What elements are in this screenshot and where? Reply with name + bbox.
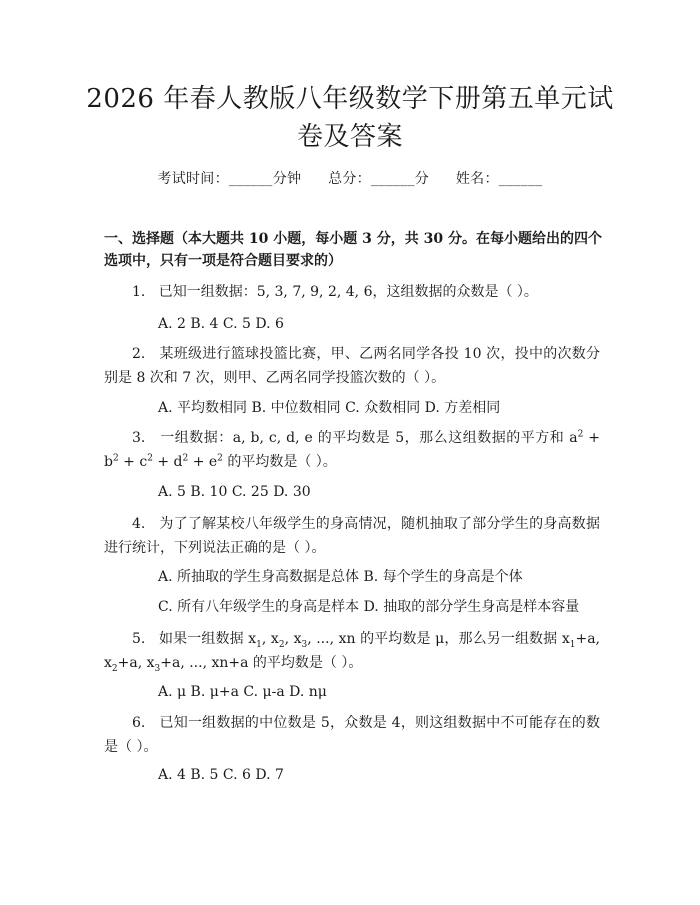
superscript: 2 — [217, 453, 223, 464]
time-blank: ______ — [228, 171, 273, 187]
superscript: 2 — [577, 429, 584, 440]
subscript: 1 — [569, 639, 576, 650]
question-1 — [104, 280, 600, 304]
subscript: 2 — [111, 663, 118, 674]
question-text-g: +a, ..., xn+a 的平均数是（ ）。 — [160, 655, 363, 671]
question-text: 已知一组数据：5, 3, 7, 9, 2, 4, 6，这组数据的众数是（ ）。 — [158, 284, 538, 300]
question-text-a: 如果一组数据 x — [159, 631, 257, 647]
time-unit: 分钟 — [272, 171, 302, 187]
question-4-options-line-2: C. 所有八年级学生的身高是样本 D. 抽取的部分学生身高是样本容量 — [158, 599, 580, 615]
question-number: 3. — [132, 430, 146, 446]
question-5-options: A. μ B. μ+a C. μ-a D. nμ — [158, 684, 327, 700]
name-blank: ______ — [498, 171, 543, 187]
time-label: 考试时间： — [157, 171, 229, 187]
question-text: 已知一组数据的中位数是 5，众数是 4，则这组数据中不可能存在的数是（ ）。 — [104, 715, 600, 755]
question-text-f: +a, x — [117, 655, 155, 671]
superscript: 2 — [147, 453, 153, 464]
score-unit: 分 — [414, 171, 430, 187]
subscript: 3 — [301, 639, 308, 650]
question-text-d: , ..., xn 的平均数是 μ，那么另一组数据 x — [307, 631, 570, 647]
exam-info — [0, 168, 700, 188]
superscript: 2 — [112, 453, 119, 464]
question-text: 某班级进行篮球投篮比赛，甲、乙两名同学各投 10 次，投中的次数分别是 8 次和 7 次，则甲、乙两名同学投篮次数的（ ）。 — [104, 346, 600, 386]
question-6-options: A. 4 B. 5 C. 6 D. 7 — [158, 767, 284, 783]
question-2 — [104, 342, 600, 390]
question-text-c: , x — [284, 631, 302, 647]
question-3 — [104, 426, 600, 474]
score-blank: ______ — [370, 171, 415, 187]
question-text-f: 的平均数是（ ）。 — [222, 454, 337, 470]
score-label: 总分： — [328, 171, 371, 187]
question-4-options-line-1: A. 所抽取的学生身高数据是总体 B. 每个学生的身高是个体 — [158, 569, 523, 585]
question-3-options: A. 5 B. 10 C. 25 D. 30 — [158, 484, 311, 500]
subscript: 2 — [278, 639, 285, 650]
subscript: 3 — [154, 663, 161, 674]
question-5 — [104, 627, 600, 675]
question-text-e: +a, x — [104, 631, 600, 671]
question-1-options: A. 2 B. 4 C. 5 D. 6 — [158, 316, 284, 332]
superscript: 2 — [182, 453, 189, 464]
subscript: 1 — [256, 639, 262, 650]
question-6 — [104, 711, 600, 759]
question-4 — [104, 512, 600, 560]
name-label: 姓名： — [455, 171, 499, 187]
question-2-options: A. 平均数相同 B. 中位数相同 C. 众数相同 D. 方差相同 — [158, 400, 501, 416]
section-heading: 一、选择题（本大题共 10 小题，每小题 3 分，共 30 分。在每小题给出的四个选项中，只有一项是符合题目要求的） — [104, 231, 602, 269]
question-text-a: 一组数据：a, b, c, d, e 的平均数是 5，那么这组数据的平方和 a — [160, 430, 578, 446]
title-line-2: 卷及答案 — [296, 122, 403, 152]
question-text-e: + e — [188, 454, 218, 470]
question-text-c: + c — [118, 454, 148, 470]
question-number: 4. — [132, 516, 146, 532]
question-number: 6. — [132, 715, 146, 731]
question-text-b: + b — [104, 430, 600, 470]
question-text: 为了了解某校八年级学生的身高情况，随机抽取了部分学生的身高数据进行统计，下列说法正确的是（ ）。 — [104, 516, 600, 556]
title-line-1: 2026 年春人教版八年级数学下册第五单元试 — [86, 84, 614, 114]
question-number: 1. — [132, 284, 146, 300]
question-text-b: , x — [261, 631, 279, 647]
question-number: 5. — [132, 631, 146, 647]
page-title — [60, 80, 640, 156]
question-number: 2. — [132, 346, 146, 362]
question-text-d: + d — [152, 454, 183, 470]
